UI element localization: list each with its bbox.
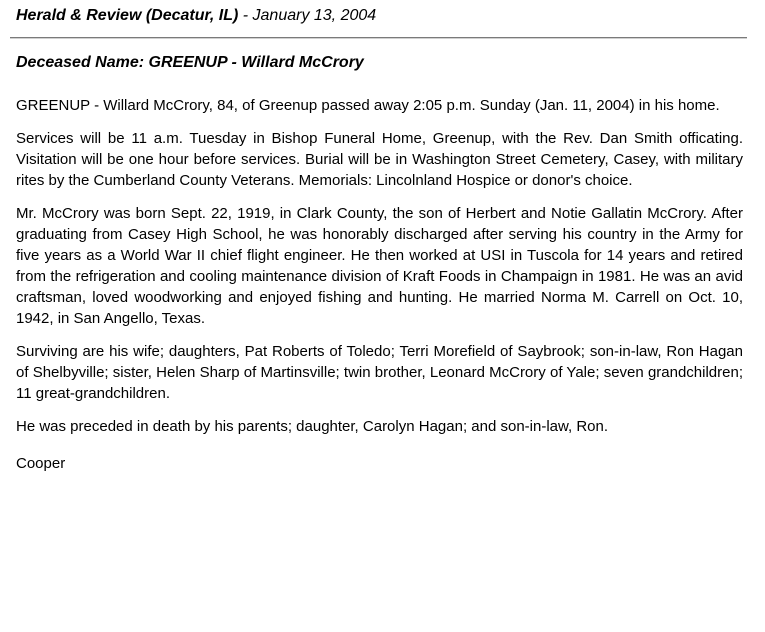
source-header	[16, 6, 376, 26]
paragraph-survivors: Surviving are his wife; daughters, Pat Roberts of Toledo; Terri Morefield of Saybrook; son-in-law, Ron Hagan of Shelbyville; sister, Helen Sharp of Martinsville; twin brother, Leonard McCrory of Yale; seven grandchildren; 11 great-grandchildren.	[16, 343, 743, 402]
paragraph-signature: Cooper	[16, 455, 66, 472]
paragraph-biography: Mr. McCrory was born Sept. 22, 1919, in Clark County, the son of Herbert and Notie Gallatin McCrory. After graduating from Casey High School, he was honorably discharged after serving his country in the Army for five years as a World War II chief flight engineer. He then worked at USI in Tuscola for 14 years and retired from the refrigeration and cooling maintenance division of Kraft Foods in Champaign in 1981. He was an avid craftsman, loved woodworking and enjoyed fishing and hunting. He married Norma M. Carrell on Oct. 10, 1942, in San Angello, Texas.	[16, 205, 743, 327]
header-separator: -	[238, 7, 253, 24]
paragraph-preceded: He was preceded in death by his parents; daughter, Carolyn Hagan; and son-in-law, Ron.	[16, 418, 609, 435]
deceased-heading: Deceased Name: GREENUP - Willard McCrory	[16, 54, 364, 71]
obituary-body	[16, 95, 743, 486]
publication-date: January 13, 2004	[252, 7, 377, 24]
newspaper-name: Herald & Review (Decatur, IL)	[16, 7, 239, 24]
header-divider	[10, 37, 747, 39]
paragraph-services: Services will be 11 a.m. Tuesday in Bishop Funeral Home, Greenup, with the Rev. Dan Smith officating. Visitation will be one hour before services. Burial will be in Washington Street Cemetery, Casey, with military rites by the Cumberland County Veterans. Memorials: Lincolnland Hospice or donor's choice.	[16, 130, 743, 189]
paragraph-announcement: GREENUP - Willard McCrory, 84, of Greenup passed away 2:05 p.m. Sunday (Jan. 11, 2004) in his home.	[16, 97, 720, 114]
